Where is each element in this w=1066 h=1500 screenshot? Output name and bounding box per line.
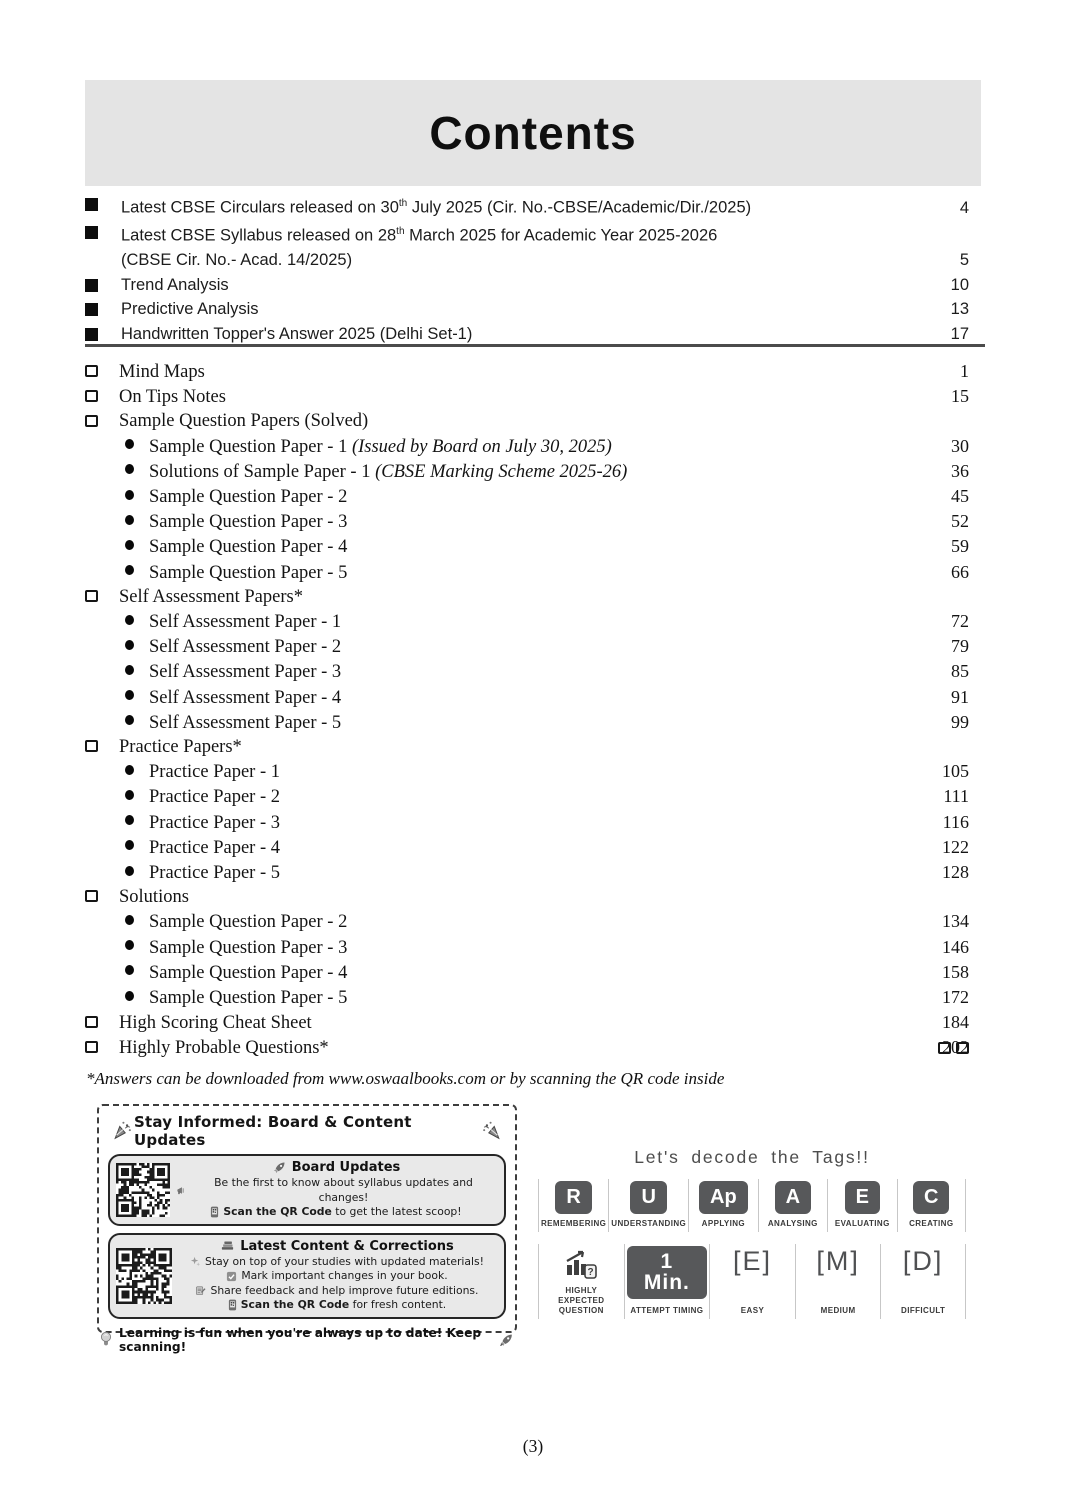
qr-code	[116, 1163, 170, 1217]
board-updates-title-row	[176, 1160, 496, 1175]
toc-page-number: 1	[960, 361, 969, 381]
filled-circle-bullet-icon	[125, 490, 134, 500]
tag-timing-box: 1 Min.	[627, 1246, 708, 1299]
tag-letter: C	[913, 1181, 949, 1214]
scan-qr-bold-text: Scan the QR Code	[223, 1205, 332, 1218]
filled-circle-bullet-icon	[125, 765, 134, 775]
toc-item-label: Solutions of Sample Paper - 1 (CBSE Marking Scheme 2025-26)	[149, 461, 628, 482]
toc-page-number: 15	[951, 386, 969, 407]
toc-subitem	[85, 534, 969, 559]
hollow-square-icon	[956, 1042, 969, 1054]
books-icon	[220, 1240, 235, 1253]
toc-subitem	[85, 560, 969, 585]
filled-circle-bullet-icon	[125, 815, 134, 825]
filled-circle-bullet-icon	[125, 565, 134, 575]
filled-circle-bullet-icon	[125, 866, 134, 876]
filled-circle-bullet-icon	[125, 464, 134, 474]
filled-circle-bullet-icon	[125, 915, 134, 925]
latest-content-line1: Stay on top of your studies with updated materials!	[178, 1255, 496, 1270]
hollow-square-bullet-icon	[85, 740, 98, 752]
toc-item	[85, 220, 969, 273]
toc-item-label: Practice Papers*	[119, 737, 242, 758]
latest-content-line2: Mark important changes in your book.	[178, 1269, 496, 1284]
toc-subitem	[85, 710, 969, 735]
toc-page-number: 59	[951, 536, 969, 557]
toc-page-number: 99	[951, 711, 969, 732]
phone-qr-icon	[228, 1299, 237, 1311]
tag-evaluating: E EVALUATING	[827, 1179, 896, 1232]
toc-item-label: Self Assessment Paper - 1	[149, 612, 342, 633]
toc-page-number: 134	[942, 911, 969, 932]
page-number: (3)	[522, 1436, 544, 1456]
toc-item-label: Sample Question Paper - 4	[149, 537, 348, 558]
hollow-square-bullet-icon	[85, 365, 98, 377]
toc-section-item	[85, 359, 969, 384]
toc-subitem	[85, 935, 969, 960]
hollow-square-bullet-icon	[85, 415, 98, 427]
toc-subitem	[85, 685, 969, 710]
toc-item-label: High Scoring Cheat Sheet	[119, 1013, 312, 1034]
stay-informed-title-row	[99, 1106, 515, 1154]
memo-pencil-icon	[195, 1285, 206, 1296]
tag-bracket: [M]	[816, 1246, 860, 1276]
toc-item-label: Sample Question Paper - 4	[149, 962, 348, 983]
tag-letter: E	[845, 1181, 880, 1214]
board-updates-line2: Scan the QR Code to get the latest scoop!	[176, 1205, 496, 1220]
toc-page-number: 146	[942, 936, 969, 957]
toc-page-number: 172	[942, 987, 969, 1008]
checkbox-icon	[226, 1271, 237, 1282]
toc-item-label: Handwritten Topper's Answer 2025 (Delhi Set-1)	[121, 324, 473, 343]
phone-qr-icon	[210, 1206, 219, 1218]
filled-circle-bullet-icon	[125, 991, 134, 1001]
toc-subitem	[85, 784, 969, 809]
toc-page-number: 128	[942, 862, 969, 883]
toc-item-label: Latest CBSE Circulars released on 30th July 2025 (Cir. No.-CBSE/Academic/Dir./2025)	[121, 198, 752, 217]
toc-subitem	[85, 960, 969, 985]
toc-page-number: 5	[959, 251, 969, 270]
party-popper-icon	[111, 1120, 134, 1142]
sparkles-icon	[190, 1256, 201, 1267]
toc-item-label: Latest CBSE Syllabus released on 28th March 2025 for Academic Year 2025-2026	[121, 226, 718, 245]
answers-footnote: *Answers can be downloaded from www.oswaalbooks.com or by scanning the QR code inside	[86, 1069, 725, 1088]
toc-page-number: 13	[950, 300, 969, 319]
latest-content-card	[108, 1233, 506, 1319]
hollow-square-bullet-icon	[85, 390, 98, 402]
filled-square-bullet-icon	[85, 198, 98, 211]
hollow-square-bullet-icon	[85, 1016, 98, 1028]
toc-page-number: 72	[951, 611, 969, 632]
toc-item-label: On Tips Notes	[119, 387, 226, 408]
tag-difficult: [D] DIFFICULT	[880, 1244, 966, 1319]
toc-page-number: 122	[942, 836, 969, 857]
end-of-list-markers	[85, 1041, 969, 1059]
toc-subitem	[85, 860, 969, 885]
toc-subitem	[85, 759, 969, 784]
hollow-square-bullet-icon	[85, 590, 98, 602]
toc-item-label: Highly Probable Questions*	[119, 1038, 329, 1059]
toc-page-number: 30	[951, 435, 969, 456]
toc-subitem	[85, 459, 969, 484]
tag-letter: Ap	[699, 1181, 748, 1214]
toc-item-label: Self Assessment Paper - 4	[149, 687, 342, 708]
filled-square-bullet-icon	[85, 303, 98, 316]
toc-item-label: Practice Paper - 1	[149, 762, 280, 783]
stay-informed-footer: Learning is fun when you're always up to date! Keep scanning!	[99, 1326, 515, 1354]
tag-applying: Ap APPLYING	[688, 1179, 757, 1232]
stay-informed-box	[97, 1104, 517, 1354]
toc-item-label: Sample Question Paper - 1 (Issued by Board on July 30, 2025)	[149, 436, 612, 457]
filled-square-bullet-icon	[85, 226, 98, 239]
toc-subitem	[85, 509, 969, 534]
latest-content-title-row	[178, 1239, 496, 1254]
toc-section-item	[85, 1010, 969, 1035]
filled-circle-bullet-icon	[125, 540, 134, 550]
latest-content-line3: Share feedback and help improve future editions.	[178, 1284, 496, 1299]
toc-item-label: Practice Paper - 4	[149, 837, 280, 858]
filled-circle-bullet-icon	[125, 439, 134, 449]
latest-content-title: Latest Content & Corrections	[240, 1238, 454, 1254]
board-updates-line1: Be the first to know about syllabus updates and changes!	[176, 1176, 496, 1205]
tag-medium: [M] MEDIUM	[795, 1244, 881, 1319]
toc-item-label: (CBSE Cir. No.- Acad. 14/2025)	[121, 251, 353, 270]
toc-subitem	[85, 835, 969, 860]
toc-item-label: Sample Question Paper - 2	[149, 487, 348, 508]
toc-page-number: 158	[942, 961, 969, 982]
toc-page-number: 184	[942, 1012, 969, 1033]
toc-subitem	[85, 985, 969, 1010]
trend-chart-question-icon	[561, 1246, 601, 1284]
toc-item-label: Practice Paper - 5	[149, 863, 280, 884]
toc-section-item	[85, 409, 969, 433]
hollow-square-icon	[938, 1042, 951, 1054]
hollow-square-bullet-icon	[85, 890, 98, 902]
toc-page-number: 202	[942, 1037, 969, 1058]
toc-item-label: Sample Question Paper - 2	[149, 912, 348, 933]
toc-item-label: Sample Question Paper - 3	[149, 937, 348, 958]
filled-circle-bullet-icon	[125, 665, 134, 675]
toc-section-item	[85, 885, 969, 909]
stay-informed-title: Stay Informed: Board & Content Updates	[134, 1113, 412, 1149]
toc-item-label: Sample Question Paper - 5	[149, 562, 348, 583]
toc-page-number: 52	[951, 511, 969, 532]
tag-attempt-timing: 1 Min. ATTEMPT TIMING	[624, 1244, 710, 1319]
tags-legend-panel	[538, 1147, 966, 1319]
toc-subitem	[85, 609, 969, 634]
toc-page-number: 36	[951, 460, 969, 481]
latest-content-line4: Scan the QR Code for fresh content.	[178, 1298, 496, 1313]
toc-item-label: Practice Paper - 3	[149, 812, 280, 833]
toc-item-label: Solutions	[119, 887, 189, 908]
tag-analysing: A ANALYSING	[758, 1179, 827, 1232]
svg-text:?: ?	[587, 1267, 594, 1278]
toc-primary-list	[85, 192, 969, 347]
tag-letter: R	[555, 1181, 591, 1214]
toc-item-label: Self Assessment Paper - 5	[149, 712, 342, 733]
toc-item	[85, 192, 969, 220]
tag-bracket: [D]	[902, 1246, 944, 1276]
board-updates-title: Board Updates	[291, 1160, 401, 1175]
rocket-icon	[272, 1160, 287, 1175]
meta-tags-row	[538, 1244, 966, 1319]
toc-item-label: Self Assessment Paper - 2	[149, 637, 342, 658]
cognitive-tags-row	[538, 1179, 966, 1232]
toc-page-number: 116	[942, 811, 969, 832]
toc-section-item	[85, 735, 969, 759]
toc-page-number: 17	[950, 324, 969, 343]
rocket-icon	[498, 1332, 515, 1348]
filled-circle-bullet-icon	[125, 840, 134, 850]
toc-secondary-list	[85, 359, 969, 1061]
toc-item-label: Practice Paper - 2	[149, 787, 280, 808]
filled-circle-bullet-icon	[125, 940, 134, 950]
filled-circle-bullet-icon	[125, 790, 134, 800]
qr-code	[116, 1248, 172, 1304]
toc-page-number: 4	[959, 198, 969, 217]
toc-item	[85, 273, 969, 298]
tag-letter: U	[630, 1181, 666, 1214]
toc-item-label: Self Assessment Paper - 3	[149, 662, 342, 683]
toc-item-label: Self Assessment Papers*	[119, 586, 303, 607]
board-updates-card	[108, 1154, 506, 1226]
tag-letter: A	[775, 1181, 811, 1214]
megaphone-icon	[176, 1185, 187, 1196]
toc-page-number: 79	[951, 636, 969, 657]
filled-circle-bullet-icon	[125, 615, 134, 625]
toc-page-number: 66	[951, 561, 969, 582]
toc-item-label: Sample Question Papers (Solved)	[119, 411, 369, 432]
toc-subitem	[85, 909, 969, 934]
filled-circle-bullet-icon	[125, 640, 134, 650]
toc-page-number: 85	[951, 661, 969, 682]
toc-section-item	[85, 384, 969, 409]
toc-page-number: 10	[950, 275, 969, 294]
toc-item-label: Trend Analysis	[121, 275, 229, 294]
toc-item-label: Sample Question Paper - 5	[149, 988, 348, 1009]
contents-header-banner	[85, 80, 981, 186]
toc-subitem	[85, 434, 969, 459]
tags-legend-title: Let's decode the Tags!!	[634, 1147, 870, 1167]
tag-creating: C CREATING	[897, 1179, 966, 1232]
toc-page-number: 45	[951, 486, 969, 507]
filled-square-bullet-icon	[85, 279, 98, 292]
scan-qr-bold-text: Scan the QR Code	[240, 1298, 350, 1311]
toc-item	[85, 297, 969, 322]
toc-subitem	[85, 659, 969, 684]
tag-bracket: [E]	[732, 1246, 772, 1276]
toc-page-number: 105	[942, 761, 969, 782]
toc-subitem	[85, 634, 969, 659]
toc-item	[85, 322, 969, 347]
toc-subitem	[85, 484, 969, 509]
toc-item-label: Sample Question Paper - 3	[149, 512, 348, 533]
tag-understanding: U UNDERSTANDING	[608, 1179, 688, 1232]
toc-section-item	[85, 585, 969, 609]
filled-circle-bullet-icon	[125, 690, 134, 700]
toc-item-label: Mind Maps	[119, 362, 205, 382]
party-popper-icon	[480, 1120, 503, 1142]
toc-item-label: Predictive Analysis	[121, 300, 259, 319]
tag-easy: [E] EASY	[709, 1244, 795, 1319]
filled-square-bullet-icon	[85, 328, 98, 341]
lightbulb-icon	[99, 1331, 113, 1348]
filled-circle-bullet-icon	[125, 715, 134, 725]
page-title: Contents	[429, 107, 637, 159]
filled-circle-bullet-icon	[125, 965, 134, 975]
section-divider	[85, 344, 985, 347]
toc-page-number: 91	[951, 686, 969, 707]
tag-remembering: R REMEMBERING	[538, 1179, 608, 1232]
toc-subitem	[85, 810, 969, 835]
tag-highly-expected-question: ? HIGHLY EXPECTED QUESTION	[538, 1244, 624, 1319]
toc-page-number: 111	[943, 786, 969, 807]
filled-circle-bullet-icon	[125, 515, 134, 525]
